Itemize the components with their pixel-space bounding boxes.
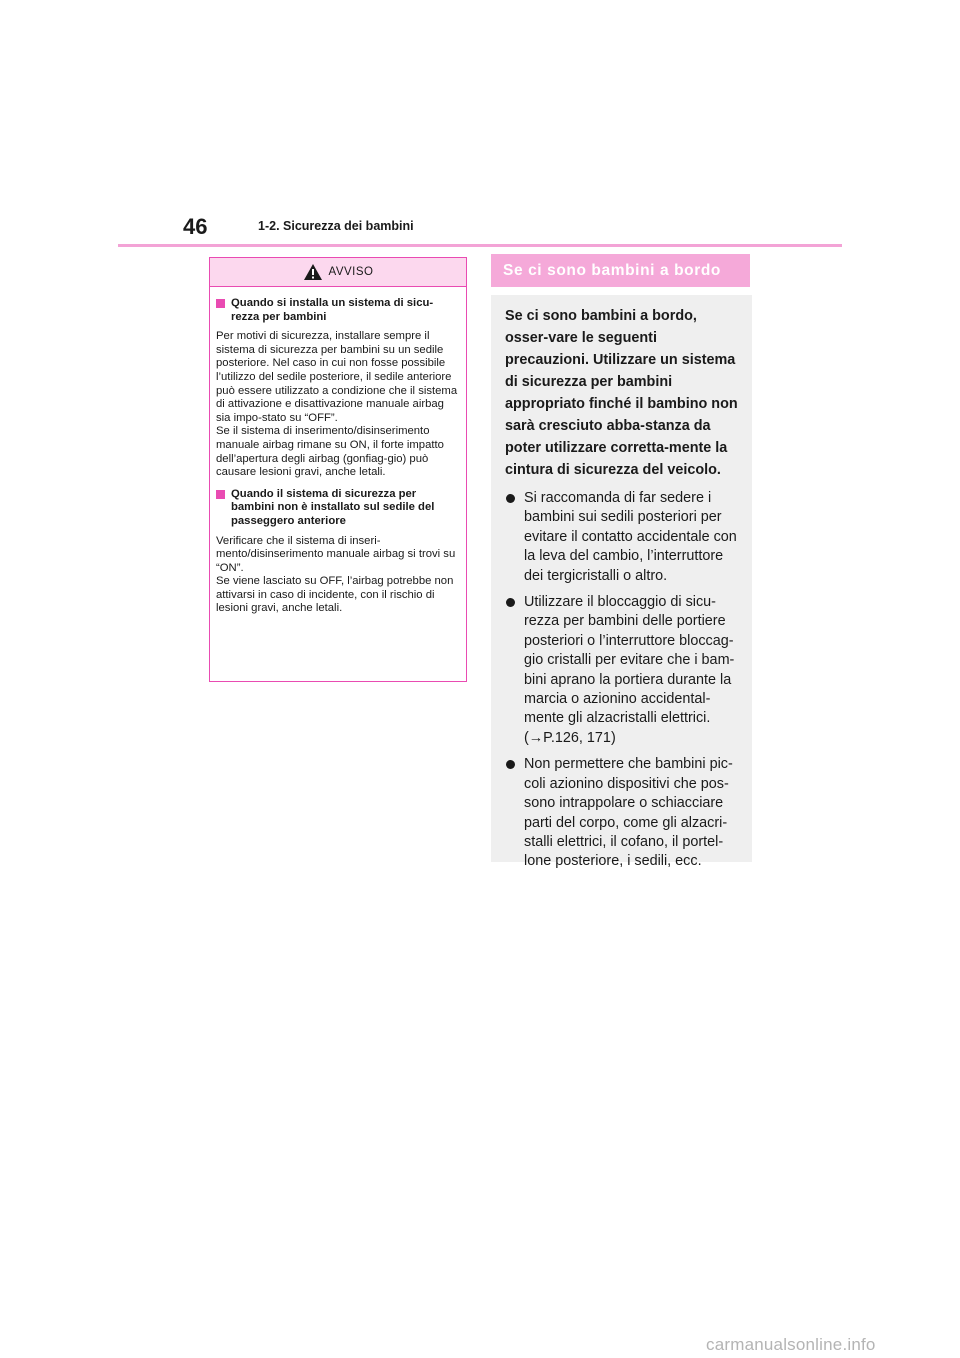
pink-square-icon bbox=[216, 490, 225, 499]
list-item bbox=[505, 593, 738, 748]
warning-triangle-icon bbox=[303, 263, 323, 281]
warning-paragraph-1: Per motivi di sicurezza, installare sempre il sistema di sicurezza per bambini su un sedile posteriore. Nel caso in cui non fosse possibile l’utilizzo del sedile posteriore, il sedile anteriore può essere utilizzato a condizione che il sistema di attivazione e disattivazione manuale airbag sia impo-stato su “OFF”. Se il sistema di inserimento/disinserimento manuale airbag rimane su ON, il forte impatto dell’apertura degli airbag (gonfiag-gio) può causare lesioni gravi, anche letali. bbox=[216, 330, 458, 479]
warning-paragraph-2: Verificare che il sistema di inseri-mento/disinserimento manuale airbag si trovi su “ON”. Se viene lasciato su OFF, l’airbag potrebbe non attivarsi in caso di incidente, con il rischio di lesioni gravi, anche letali. bbox=[216, 534, 456, 615]
list-item-text: Utilizzare il bloccaggio di sicu-rezza per bambini delle portiere posteriori o l’interruttore bloccag-gio cristalli per evitare che i bam-bini aprano la portiera durante la marcia o azionino accidental-mente gli alzacristalli elettrici. (→P.126, 171) bbox=[524, 594, 735, 746]
pink-square-icon bbox=[216, 299, 225, 308]
warning-heading-text: Quando si installa un sistema di sicu- rezza per bambini bbox=[231, 297, 434, 323]
section-title: Se ci sono bambini a bordo bbox=[491, 254, 750, 287]
warning-heading-1 bbox=[216, 297, 460, 324]
list-item-text: Non permettere che bambini pic-coli azionino dispositivi che pos-sono intrappolare o schiacciare parti del corpo, come gli alzacri-stalli elettrici, il cofano, il portel-lone posteriore, i sedili, ecc. bbox=[524, 756, 733, 870]
bullet-icon bbox=[506, 494, 515, 503]
warning-header bbox=[210, 258, 466, 287]
watermark: carmanualsonline.info bbox=[706, 1335, 876, 1354]
warning-heading-text: Quando il sistema di sicurezza per bambini non è installato sul sedile del passeggero anteriore bbox=[231, 487, 435, 527]
warning-box bbox=[209, 257, 467, 682]
section-header: 1-2. Sicurezza dei bambini bbox=[258, 219, 414, 233]
header-divider bbox=[118, 244, 842, 247]
warning-body bbox=[210, 287, 466, 616]
bullet-icon bbox=[506, 760, 515, 769]
precautions-intro: Se ci sono bambini a bordo, osser-vare le seguenti precauzioni. Utilizzare un sistema di sicurezza per bambini appropriato finché il bambino non sarà cresciuto abba-stanza da poter utilizzare corretta-mente la cintura di sicurezza del veicolo. bbox=[505, 308, 738, 478]
bullet-icon bbox=[506, 598, 515, 607]
list-item bbox=[505, 489, 738, 586]
list-item-text: Si raccomanda di far sedere i bambini sui sedili posteriori per evitare il contatto accidentale con la leva del cambio, l’interruttore dei tergicristalli o altro. bbox=[524, 490, 737, 584]
warning-heading-2 bbox=[216, 488, 460, 529]
page-number: 46 bbox=[183, 214, 208, 239]
precautions-panel bbox=[491, 295, 752, 870]
list-item bbox=[505, 755, 738, 871]
warning-title: AVVISO bbox=[328, 266, 374, 278]
